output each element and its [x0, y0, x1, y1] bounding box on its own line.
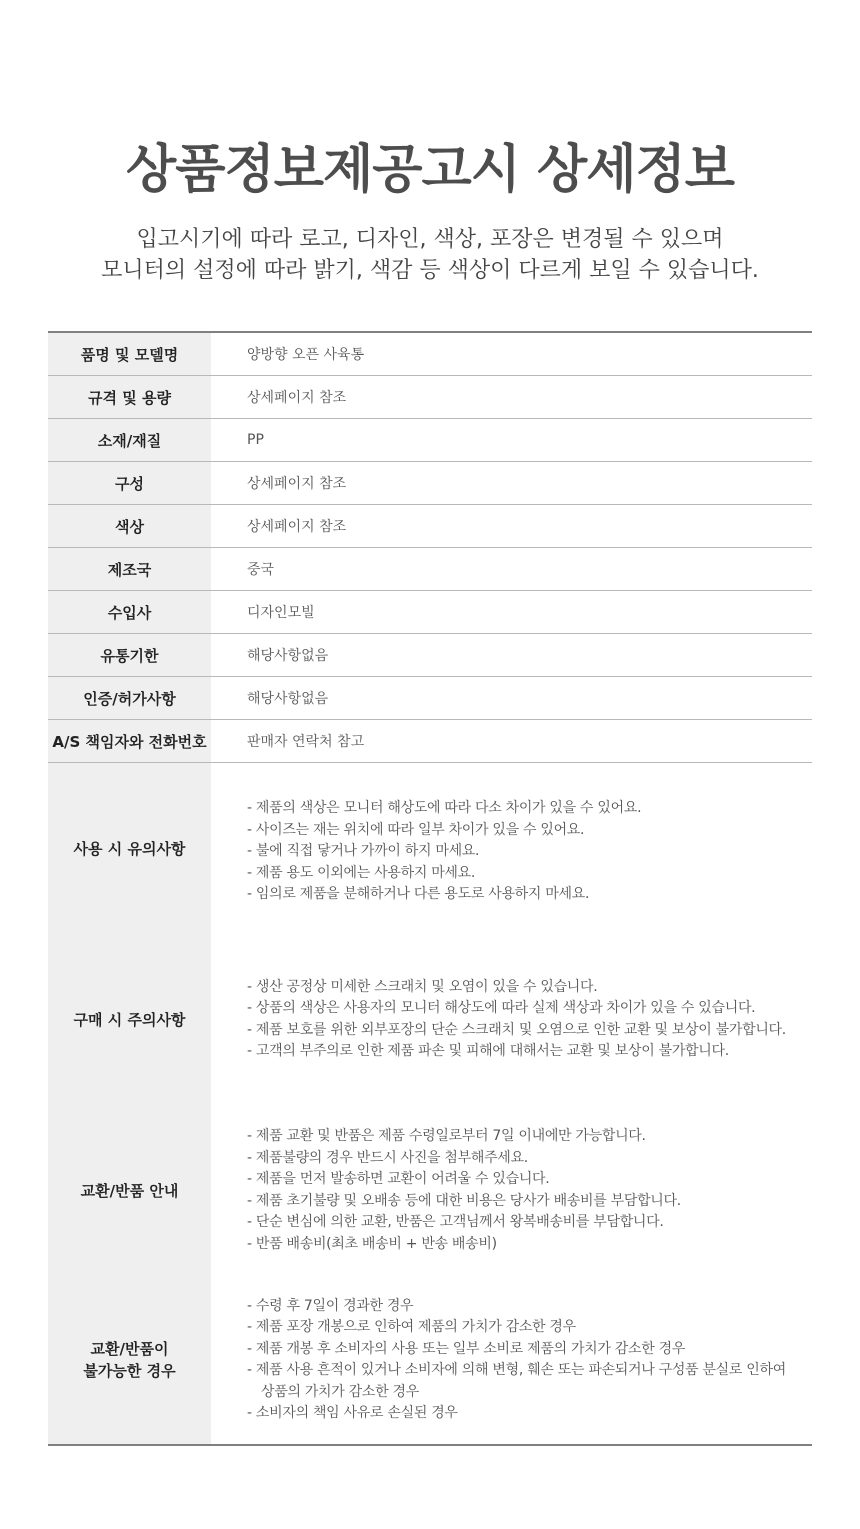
list-item: - 제품 용도 이외에는 사용하지 마세요. [247, 864, 476, 881]
row-label: 인증/허가사항 [48, 677, 211, 720]
row-label-line: 불가능한 경우 [83, 1362, 176, 1380]
list-item: - 단순 변심에 의한 교환, 반품은 고객님께서 왕복배송비를 부담합니다. [247, 1214, 664, 1230]
page-subtitle [0, 224, 860, 286]
bullet-list [247, 798, 812, 906]
table-row [48, 505, 812, 548]
row-value: 상세페이지 참조 [211, 462, 812, 505]
list-item: - 고객의 부주의로 인한 제품 파손 및 피해에 대해서는 교환 및 보상이 불가합니다. [247, 1043, 729, 1059]
product-info-table [48, 331, 812, 1446]
row-value: 상세페이지 참조 [211, 505, 812, 548]
row-value: 해당사항없음 [211, 634, 812, 677]
bullet-list [247, 1296, 812, 1425]
row-label: 구성 [48, 462, 211, 505]
row-value: 양방향 오픈 사육통 [211, 332, 812, 376]
page-title: 상품정보제공고시 상세정보 [126, 140, 734, 200]
bullet-list [247, 977, 812, 1063]
row-value [211, 1105, 812, 1277]
row-label: 수입사 [48, 591, 211, 634]
row-value [211, 935, 812, 1105]
table-row [48, 462, 812, 505]
row-value [211, 1277, 812, 1445]
list-item: - 제품 개봉 후 소비자의 사용 또는 일부 소비로 제품의 가치가 감소한 경우 [247, 1340, 686, 1357]
row-label: 유통기한 [48, 634, 211, 677]
list-item: - 제품 사용 흔적이 있거나 소비자에 의해 변형, 훼손 또는 파손되거나 구성품 분실로 인하여 [247, 1362, 786, 1378]
list-item: - 사이즈는 재는 위치에 따라 일부 차이가 있을 수 있어요. [247, 821, 585, 838]
row-value: 중국 [211, 548, 812, 591]
row-value: 판매자 연락처 참고 [211, 720, 812, 763]
table-row [48, 376, 812, 419]
table-row [48, 419, 812, 462]
row-value: 해당사항없음 [211, 677, 812, 720]
row-label: 교환/반품 안내 [48, 1105, 211, 1277]
list-item: - 제품 교환 및 반품은 제품 수령일로부터 7일 이내에만 가능합니다. [247, 1128, 646, 1144]
list-item: - 제품 보호를 위한 외부포장의 단순 스크래치 및 오염으로 인한 교환 및 보상이 불가합니다. [247, 1021, 786, 1038]
purchase-notes-row [48, 935, 812, 1105]
list-item: - 수령 후 7일이 경과한 경우 [247, 1297, 414, 1314]
row-label: 제조국 [48, 548, 211, 591]
row-value: PP [211, 419, 812, 462]
list-item: - 제품불량의 경우 반드시 사진을 첨부해주세요. [247, 1149, 528, 1166]
row-label: 소재/재질 [48, 419, 211, 462]
row-label-line: 교환/반품이 [90, 1340, 169, 1358]
table-row [48, 720, 812, 763]
list-item: - 임의로 제품을 분해하거나 다른 용도로 사용하지 마세요. [247, 886, 590, 902]
row-value [211, 763, 812, 935]
list-item-continuation: 상품의 가치가 감소한 경우 [261, 1383, 419, 1400]
list-item: - 제품 포장 개봉으로 인하여 제품의 가치가 감소한 경우 [247, 1319, 576, 1335]
list-item: - 제품 초기불량 및 오배송 등에 대한 비용은 당사가 배송비를 부담합니다. [247, 1192, 681, 1209]
row-label: A/S 책임자와 전화번호 [48, 720, 211, 763]
list-item: - 불에 직접 닿거나 가까이 하지 마세요. [247, 843, 480, 859]
row-label: 구매 시 주의사항 [48, 935, 211, 1105]
table-row [48, 332, 812, 376]
table-row [48, 634, 812, 677]
bullet-list [247, 1126, 812, 1255]
list-item: - 반품 배송비(최초 배송비 + 반송 배송비) [247, 1235, 497, 1252]
list-item: - 제품의 색상은 모니터 해상도에 따라 다소 차이가 있을 수 있어요. [247, 800, 642, 816]
list-item: - 제품을 먼저 발송하면 교환이 어려울 수 있습니다. [247, 1171, 550, 1187]
row-label: 품명 및 모델명 [48, 332, 211, 376]
table-row [48, 591, 812, 634]
exchange-guide-row [48, 1105, 812, 1277]
exchange-not-allowed-row [48, 1277, 812, 1445]
usage-notes-row [48, 763, 812, 935]
list-item: - 생산 공정상 미세한 스크래치 및 오염이 있을 수 있습니다. [247, 978, 598, 995]
row-value: 상세페이지 참조 [211, 376, 812, 419]
row-label: 색상 [48, 505, 211, 548]
subtitle-line: 입고시기에 따라 로고, 디자인, 색상, 포장은 변경될 수 있으며 [136, 227, 724, 252]
table-row [48, 548, 812, 591]
row-label: 사용 시 유의사항 [48, 763, 211, 935]
row-label [48, 1277, 211, 1445]
subtitle-line: 모니터의 설정에 따라 밝기, 색감 등 색상이 다르게 보일 수 있습니다. [101, 258, 759, 283]
list-item [247, 1382, 812, 1404]
row-label: 규격 및 용량 [48, 376, 211, 419]
table-row [48, 677, 812, 720]
row-value: 디자인모빌 [211, 591, 812, 634]
list-item: - 상품의 색상은 사용자의 모니터 해상도에 따라 실제 색상과 차이가 있을 수 있습니다. [247, 1000, 756, 1016]
list-item: - 소비자의 책임 사유로 손실된 경우 [247, 1405, 458, 1421]
